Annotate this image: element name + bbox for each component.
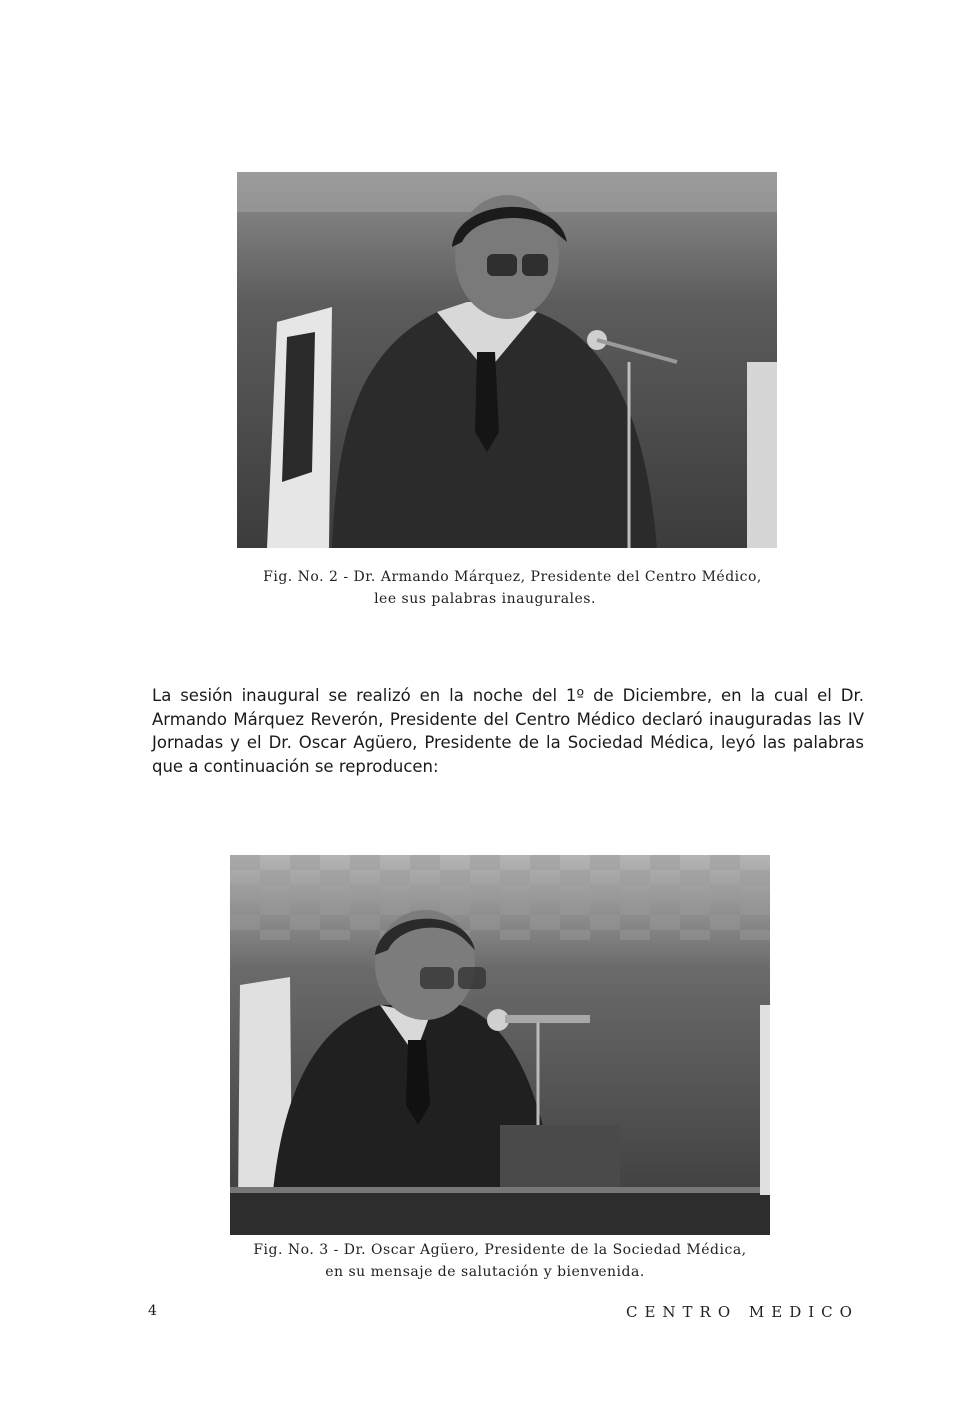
photo-oscar-aguero — [230, 855, 770, 1235]
photo-armando-marquez — [237, 172, 777, 548]
figure-3-caption — [0, 1239, 970, 1283]
page-number: 4 — [148, 1303, 157, 1319]
publication-title: CENTRO MEDICO — [626, 1303, 859, 1321]
figure-2-caption-line2: lee sus palabras inaugurales. — [374, 591, 596, 607]
figure-2-caption-line1: Fig. No. 2 - Dr. Armando Márquez, Presidente del Centro Médico, — [263, 569, 762, 585]
figure-3-caption-line2: en su mensaje de salutación y bienvenida. — [325, 1264, 645, 1280]
figure-3-caption-line1: Fig. No. 3 - Dr. Oscar Agüero, Presidente de la Sociedad Médica, — [253, 1242, 747, 1258]
body-paragraph: La sesión inaugural se realizó en la noche del 1º de Diciembre, en la cual el Dr. Armando Márquez Reverón, Presidente del Centro Médico declaró inauguradas las IV Jornadas y el Dr. Oscar Agüero, Presidente de la Sociedad Médica, leyó las palabras que a continuación se reproducen: — [152, 686, 864, 776]
figure-2-caption — [0, 566, 970, 610]
